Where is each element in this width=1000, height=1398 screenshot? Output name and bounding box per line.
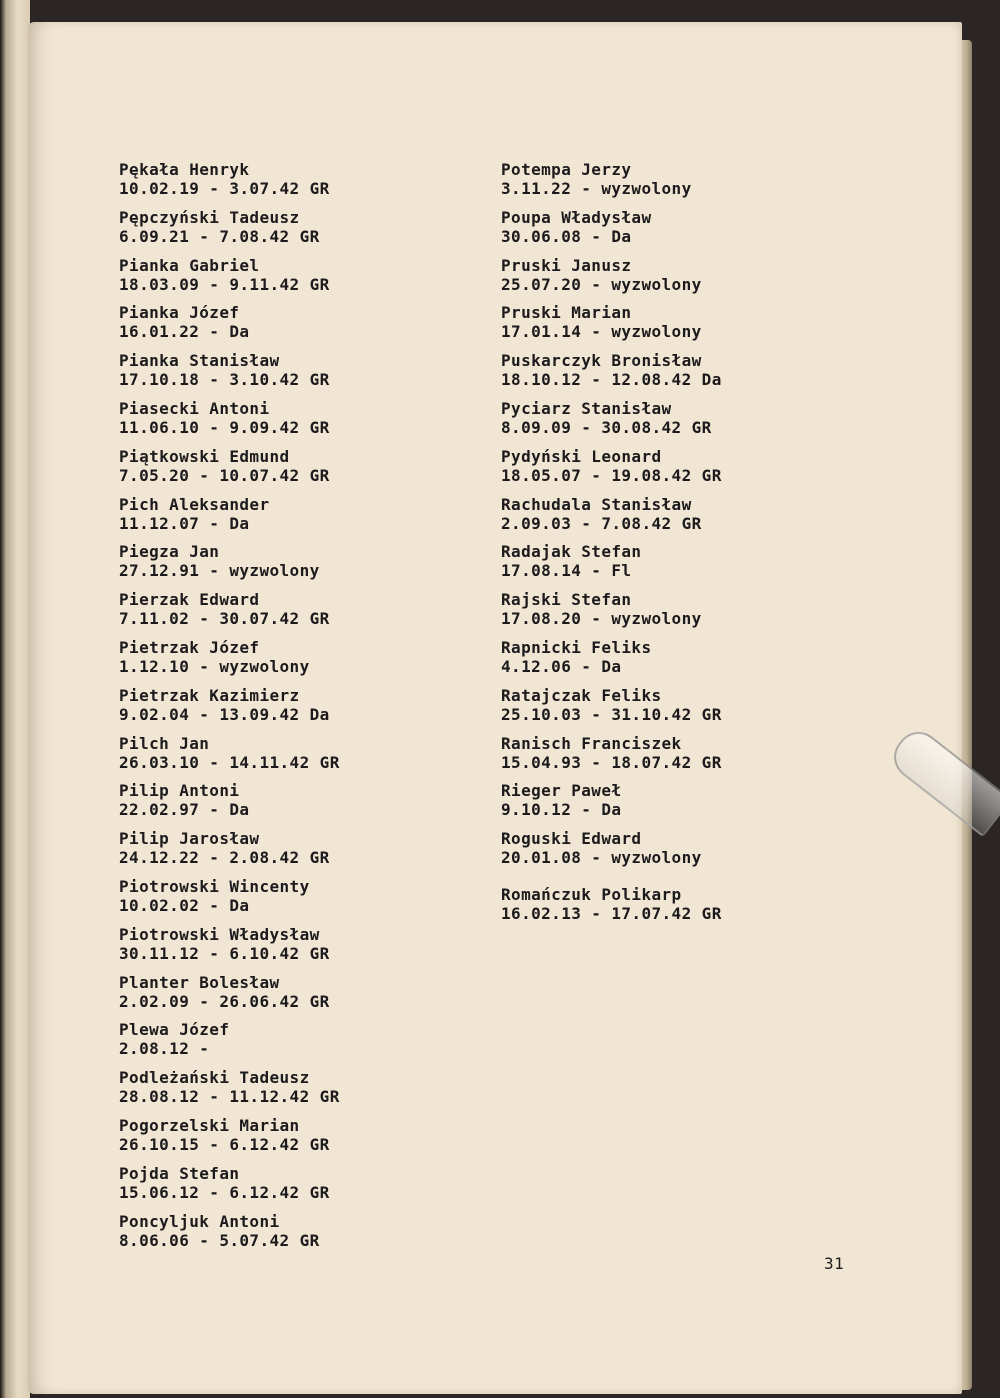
person-dates: 22.02.97 - Da bbox=[119, 800, 250, 820]
person-name: Pruski Janusz bbox=[501, 255, 632, 275]
person-dates: 8.06.06 - 5.07.42 GR bbox=[119, 1230, 320, 1250]
person-name: Pilch Jan bbox=[119, 733, 210, 753]
person-name: Romańczuk Polikarp bbox=[501, 884, 682, 904]
person-name: Rapnicki Feliks bbox=[501, 637, 652, 657]
person-name: Piasecki Antoni bbox=[119, 398, 270, 418]
person-dates: 15.06.12 - 6.12.42 GR bbox=[119, 1182, 330, 1202]
person-dates: 16.01.22 - Da bbox=[119, 322, 250, 342]
person-dates: 25.07.20 - wyzwolony bbox=[501, 274, 702, 294]
person-name: Pilip Antoni bbox=[119, 781, 240, 801]
person-entry bbox=[501, 208, 861, 256]
person-entry bbox=[119, 208, 459, 256]
person-name: Piegza Jan bbox=[119, 542, 220, 562]
person-entry bbox=[119, 877, 459, 925]
person-name: Rieger Paweł bbox=[501, 781, 622, 801]
person-name: Poncyljuk Antoni bbox=[119, 1211, 280, 1231]
person-dates: 2.09.03 - 7.08.42 GR bbox=[501, 513, 702, 533]
person-dates: 26.03.10 - 14.11.42 GR bbox=[119, 752, 340, 772]
person-entry bbox=[119, 734, 459, 782]
right-name-column bbox=[501, 160, 861, 933]
person-name: Potempa Jerzy bbox=[501, 160, 632, 179]
person-entry bbox=[119, 399, 459, 447]
person-dates: 7.11.02 - 30.07.42 GR bbox=[119, 609, 330, 629]
person-dates: 18.03.09 - 9.11.42 GR bbox=[119, 274, 330, 294]
person-name: Plewa Józef bbox=[119, 1020, 230, 1040]
person-entry bbox=[119, 781, 459, 829]
person-name: Piotrowski Wincenty bbox=[119, 876, 310, 896]
person-name: Pianka Józef bbox=[119, 303, 240, 323]
person-entry bbox=[119, 542, 459, 590]
person-name: Piotrowski Władysław bbox=[119, 924, 320, 944]
person-dates: 17.01.14 - wyzwolony bbox=[501, 322, 702, 342]
person-name: Pruski Marian bbox=[501, 303, 632, 323]
person-name: Roguski Edward bbox=[501, 829, 642, 849]
person-name: Ranisch Franciszek bbox=[501, 733, 682, 753]
person-entry bbox=[501, 829, 861, 877]
person-dates: 20.01.08 - wyzwolony bbox=[501, 848, 702, 868]
person-name: Pogorzelski Marian bbox=[119, 1115, 300, 1135]
person-dates: 10.02.02 - Da bbox=[119, 895, 250, 915]
person-entry bbox=[501, 447, 861, 495]
person-dates: 30.11.12 - 6.10.42 GR bbox=[119, 943, 330, 963]
person-entry bbox=[119, 1164, 459, 1212]
person-entry bbox=[119, 973, 459, 1021]
person-dates: 15.04.93 - 18.07.42 GR bbox=[501, 752, 722, 772]
person-entry bbox=[501, 303, 861, 351]
person-dates: 18.10.12 - 12.08.42 Da bbox=[501, 370, 722, 390]
person-entry bbox=[501, 256, 861, 304]
person-entry bbox=[119, 303, 459, 351]
person-name: Rachudala Stanisław bbox=[501, 494, 692, 514]
person-dates: 9.10.12 - Da bbox=[501, 800, 622, 820]
person-name: Ratajczak Feliks bbox=[501, 685, 662, 705]
person-name: Planter Bolesław bbox=[119, 972, 280, 992]
person-dates: 18.05.07 - 19.08.42 GR bbox=[501, 465, 722, 485]
person-dates: 11.12.07 - Da bbox=[119, 513, 250, 533]
person-entry bbox=[119, 447, 459, 495]
person-dates: 3.11.22 - wyzwolony bbox=[501, 179, 692, 198]
person-entry bbox=[501, 351, 861, 399]
person-dates: 2.08.12 - bbox=[119, 1039, 210, 1059]
person-dates: 24.12.22 - 2.08.42 GR bbox=[119, 848, 330, 868]
person-entry bbox=[119, 1116, 459, 1164]
person-name: Poupa Władysław bbox=[501, 207, 652, 227]
person-name: Pojda Stefan bbox=[119, 1163, 240, 1183]
person-entry bbox=[501, 781, 861, 829]
person-entry bbox=[119, 686, 459, 734]
person-dates: 9.02.04 - 13.09.42 Da bbox=[119, 704, 330, 724]
person-dates: 1.12.10 - wyzwolony bbox=[119, 656, 310, 676]
person-dates: 4.12.06 - Da bbox=[501, 656, 622, 676]
person-entry bbox=[501, 160, 861, 208]
person-entry bbox=[119, 925, 459, 973]
person-entry bbox=[119, 256, 459, 304]
person-entry bbox=[501, 590, 861, 638]
person-name: Pierzak Edward bbox=[119, 590, 260, 610]
person-entry bbox=[119, 160, 459, 208]
person-name: Radajak Stefan bbox=[501, 542, 642, 562]
person-entry bbox=[119, 351, 459, 399]
person-entry bbox=[119, 1020, 459, 1068]
person-name: Pilip Jarosław bbox=[119, 829, 260, 849]
person-entry bbox=[119, 1068, 459, 1116]
previous-page-edge bbox=[0, 0, 30, 1398]
person-entry bbox=[119, 590, 459, 638]
person-dates: 28.08.12 - 11.12.42 GR bbox=[119, 1087, 340, 1107]
person-entry bbox=[119, 1212, 459, 1260]
person-dates: 8.09.09 - 30.08.42 GR bbox=[501, 417, 712, 437]
person-dates: 7.05.20 - 10.07.42 GR bbox=[119, 465, 330, 485]
person-dates: 10.02.19 - 3.07.42 GR bbox=[119, 179, 330, 198]
person-dates: 17.10.18 - 3.10.42 GR bbox=[119, 370, 330, 390]
person-entry bbox=[119, 638, 459, 686]
person-entry bbox=[501, 734, 861, 782]
person-dates: 16.02.13 - 17.07.42 GR bbox=[501, 903, 722, 923]
left-name-column bbox=[119, 160, 459, 1259]
person-name: Pianka Gabriel bbox=[119, 255, 260, 275]
person-dates: 27.12.91 - wyzwolony bbox=[119, 561, 320, 581]
person-name: Pietrzak Kazimierz bbox=[119, 685, 300, 705]
person-name: Pietrzak Józef bbox=[119, 637, 260, 657]
page-number: 31 bbox=[824, 1254, 845, 1273]
person-entry bbox=[501, 495, 861, 543]
person-dates: 26.10.15 - 6.12.42 GR bbox=[119, 1134, 330, 1154]
person-dates: 25.10.03 - 31.10.42 GR bbox=[501, 704, 722, 724]
person-dates: 11.06.10 - 9.09.42 GR bbox=[119, 417, 330, 437]
person-name: Pich Aleksander bbox=[119, 494, 270, 514]
person-name: Pianka Stanisław bbox=[119, 351, 280, 371]
person-entry bbox=[501, 686, 861, 734]
person-name: Puskarczyk Bronisław bbox=[501, 351, 702, 371]
person-name: Pępczyński Tadeusz bbox=[119, 207, 300, 227]
person-entry bbox=[119, 829, 459, 877]
person-name: Rajski Stefan bbox=[501, 590, 632, 610]
person-entry bbox=[501, 542, 861, 590]
person-dates: 2.02.09 - 26.06.42 GR bbox=[119, 991, 330, 1011]
person-name: Pydyński Leonard bbox=[501, 446, 662, 466]
person-dates: 30.06.08 - Da bbox=[501, 226, 632, 246]
person-dates: 17.08.20 - wyzwolony bbox=[501, 609, 702, 629]
person-name: Piątkowski Edmund bbox=[119, 446, 290, 466]
person-name: Pyciarz Stanisław bbox=[501, 398, 672, 418]
person-name: Podleżański Tadeusz bbox=[119, 1068, 310, 1088]
person-entry bbox=[501, 638, 861, 686]
person-dates: 6.09.21 - 7.08.42 GR bbox=[119, 226, 320, 246]
person-entry bbox=[501, 399, 861, 447]
person-name: Pękała Henryk bbox=[119, 160, 250, 179]
person-dates: 17.08.14 - Fl bbox=[501, 561, 632, 581]
person-entry bbox=[119, 495, 459, 543]
person-entry bbox=[501, 885, 861, 933]
